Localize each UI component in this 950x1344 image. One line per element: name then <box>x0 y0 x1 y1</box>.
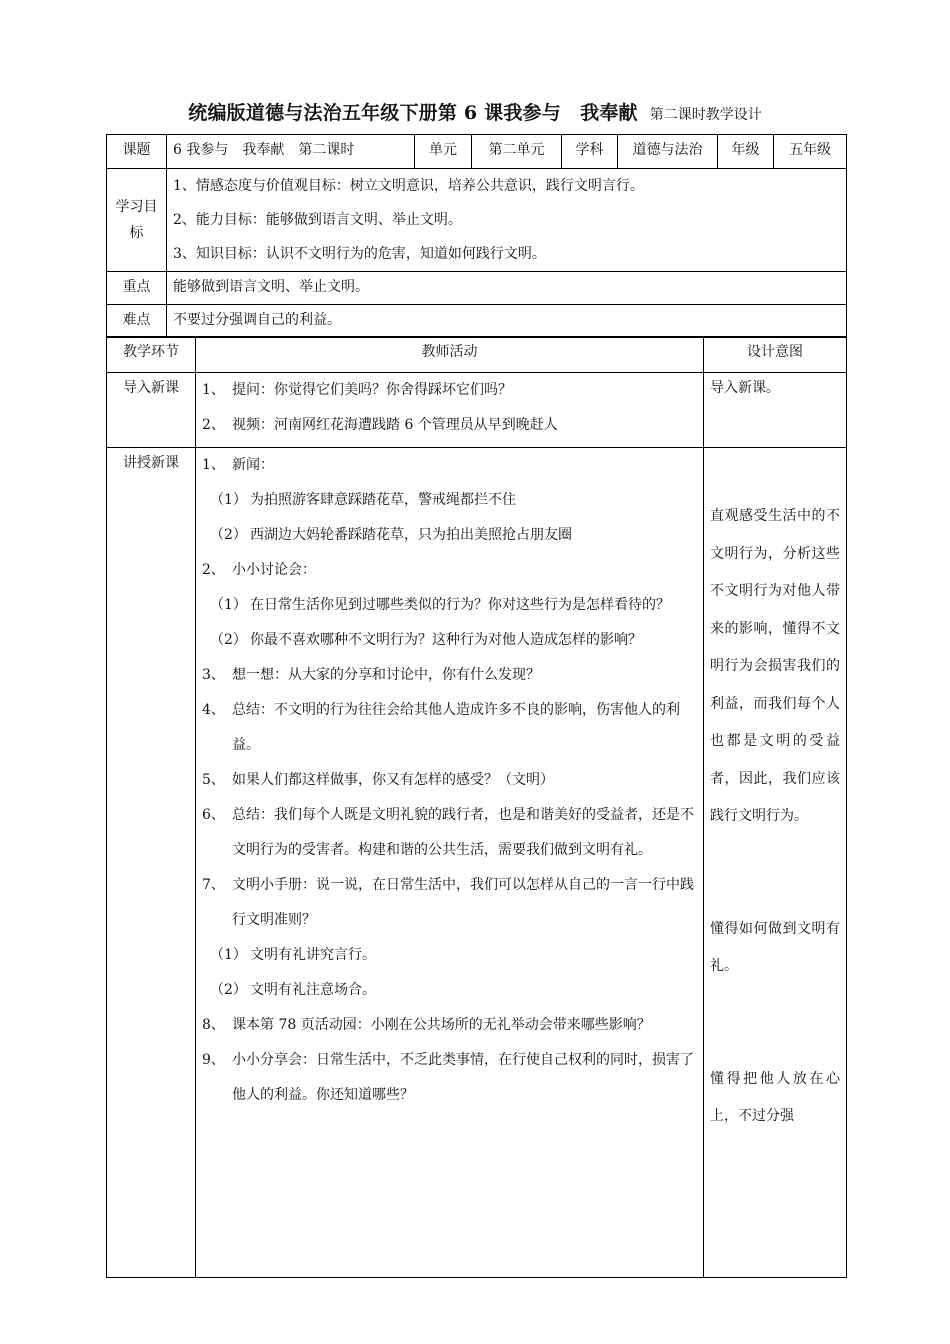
intro-stage: 导入新课 <box>107 373 196 448</box>
intro-activities <box>196 373 704 448</box>
list-item: 5、 如果人们都这样做事，你又有怎样的感受？（文明） <box>202 772 554 788</box>
difficulty-label: 难点 <box>107 305 167 338</box>
teacher-header: 教师活动 <box>196 337 704 373</box>
title-main: 统编版道德与法治五年级下册第 6 课我参与 我奉献 <box>188 102 638 124</box>
intent-paragraph: 懂得把他人放在心上，不过分强 <box>710 1070 840 1124</box>
topic-value: 6 我参与 我奉献 第二课时 <box>167 135 415 169</box>
lesson-intent <box>704 448 847 1278</box>
goal-item: 1、情感态度与价值观目标：树立文明意识，培养公共意识，践行文明言行。 <box>173 178 644 194</box>
list-item: 1、 提问：你觉得它们美吗？你舍得踩坏它们吗？ <box>202 382 512 398</box>
list-item: 2、 视频：河南网红花海遭践踏 6 个管理员从早到晚赶人 <box>202 417 558 433</box>
goal-item: 3、知识目标：认识不文明行为的危害，知道如何践行文明。 <box>173 246 546 262</box>
list-item: 6、 总结：我们每个人既是文明礼貌的践行者，也是和谐美好的受益者，还是不文明行为的受害者。构建和谐的公共生活，需要我们做到文明有礼。 <box>202 807 694 858</box>
grade-label: 年级 <box>718 135 774 169</box>
intent-paragraph: 懂得如何做到文明有礼。 <box>710 920 840 974</box>
lesson-activities <box>196 448 704 1278</box>
intent-paragraph: 直观感受生活中的不文明行为，分析这些不文明行为对他人带来的影响，懂得不文明行为会损害我们的利益，而我们每个人也都是文明的受益者，因此，我们应该践行文明行为。 <box>710 508 840 824</box>
teaching-process-table <box>106 336 847 1278</box>
lesson-stage: 讲授新课 <box>107 448 196 1278</box>
difficulty-value: 不要过分强调自己的利益。 <box>167 305 847 338</box>
intent-header: 设计意图 <box>704 337 847 373</box>
list-item: 3、 想一想：从大家的分享和讨论中，你有什么发现？ <box>202 667 540 683</box>
goals-label: 学习目标 <box>107 169 167 272</box>
subject-value: 道德与法治 <box>618 135 718 169</box>
list-item: 8、 课本第 78 页活动园：小刚在公共场所的无礼举动会带来哪些影响？ <box>202 1017 651 1033</box>
document-title <box>0 98 950 125</box>
list-item: 9、 小小分享会：日常生活中，不乏此类事情，在行使自己权利的同时，损害了他人的利益。你还知道哪些？ <box>202 1052 694 1103</box>
stage-header: 教学环节 <box>107 337 196 373</box>
list-item: （2） 西湖边大妈轮番踩踏花草，只为拍出美照抢占朋友圈 <box>210 527 572 543</box>
title-sub: 第二课时教学设计 <box>649 107 762 123</box>
list-item: （1） 为拍照游客肆意踩踏花草，警戒绳都拦不住 <box>210 492 516 508</box>
list-item: （2） 你最不喜欢哪种不文明行为？这种行为对他人造成怎样的影响？ <box>210 632 642 648</box>
unit-value: 第二单元 <box>472 135 562 169</box>
list-item: 7、 文明小手册：说一说，在日常生活中，我们可以怎样从自己的一言一行中践行文明准则？ <box>202 877 694 928</box>
key-point-value: 能够做到语言文明、举止文明。 <box>167 272 847 305</box>
intro-intent: 导入新课。 <box>704 373 847 448</box>
list-item: 2、 小小讨论会： <box>202 562 316 578</box>
list-item: 4、 总结：不文明的行为往往会给其他人造成许多不良的影响，伤害他人的利益。 <box>202 702 680 753</box>
unit-label: 单元 <box>415 135 472 169</box>
list-item: （1） 在日常生活你见到过哪些类似的行为？你对这些行为是怎样看待的？ <box>210 597 670 613</box>
list-item: （2） 文明有礼注意场合。 <box>210 982 376 998</box>
key-point-label: 重点 <box>107 272 167 305</box>
subject-label: 学科 <box>562 135 618 169</box>
list-item: 1、 新闻： <box>202 457 274 473</box>
lesson-info-table <box>106 134 847 338</box>
goal-item: 2、能力目标：能够做到语言文明、举止文明。 <box>173 212 462 228</box>
list-item: （1） 文明有礼讲究言行。 <box>210 947 376 963</box>
grade-value: 五年级 <box>774 135 847 169</box>
topic-label: 课题 <box>107 135 167 169</box>
goals-content <box>167 169 847 272</box>
